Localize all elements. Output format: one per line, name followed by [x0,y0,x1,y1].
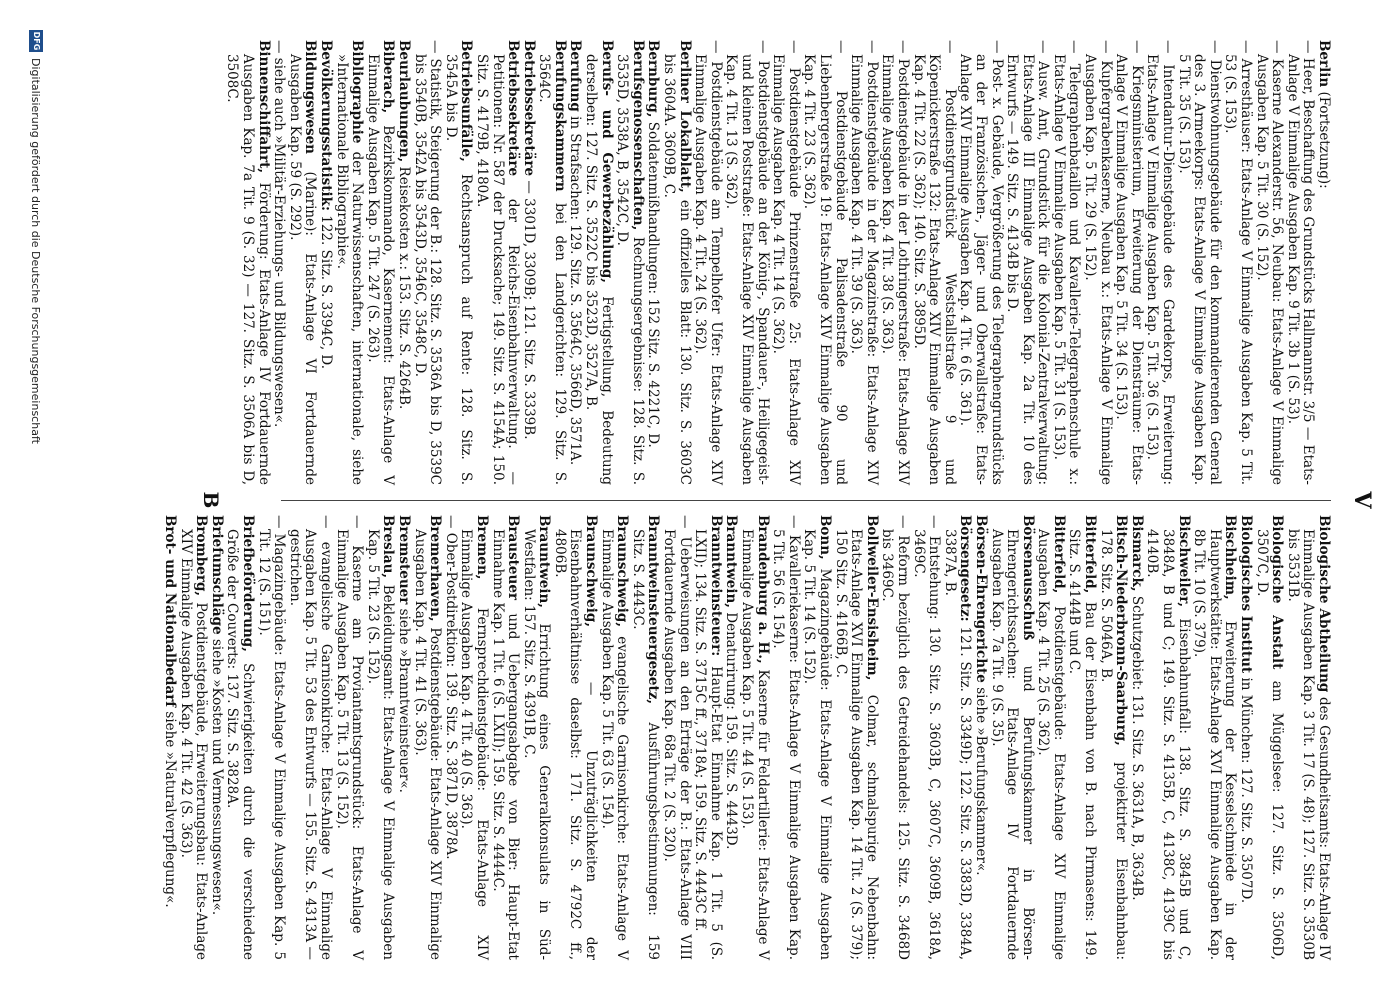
index-entry-heading: Bremsteuer [395,515,412,605]
index-entry-text: Rechnungsergebnisse: 128. Sitz. S. 3535D, 3538A, B, 3542C, D. [614,54,646,485]
index-entry-text: Colmar, schmalspurige Nebenbahn: Etats-Anlage XVI Einmalige Ausgaben Kap. 14 Tit. 2 (S. 379); 150 Sitz. S. 4166B, C. [832,529,880,960]
index-entry [1066,515,1097,960]
index-entry [957,40,1004,485]
index-entry-text: siehe »Naturalverpflegung«. [162,711,179,908]
index-entry-text: Bau der Eisenbahn von B. nach Pirmasens: 149. Sitz. S. 4144B und C. [1066,529,1099,960]
index-entry-text: ein offizielles Blatt: 130. Sitz. S. 3603C bis 3604A. 3609B, C. [661,54,693,485]
index-entry [723,515,739,960]
index-entry-heading: Branntweinsteuer: [707,515,724,657]
dfg-logo: DFG [29,30,43,52]
index-entry-text: — Postdienstgebäude Prinzenstraße 25: Etats-Anlage XIV Einmalige Ausgaben Kap. 4 Tit. 14 (S. 362). [770,40,802,485]
index-entry-text: — Ueberweisungen an den Erträge der B.: Etats-Anlage VIII Fortdauernde Ausgaben Kap. 68a Tit. 2 (S. 320). [661,515,693,960]
index-entry-text: — Post- x. Gebäude, Vergrößerung des Telegraphengrundstücks an der Französischen-, Jäger- und Oberwallstraße: Etats-Anlage XIV Einmalige Ausgaben Kap. 4 Tit. 6 (S. 361). [957,40,1005,485]
index-entry-heading: Bibliographie [349,40,366,144]
index-entry-heading: Börsengesetz: [957,515,974,622]
index-entry-text: — Postdienstgebäude an der König-, Spandauer-, Heiligegeist- und kleinen Poststraße: Etats-Anlage XIV Einmalige Ausgaben Kap. 4 Tit. 13 (S. 362). [723,40,771,485]
index-entry-heading: Berlin [1316,40,1332,88]
index-entry-text: am Müggelsee: 127. Sitz. S. 3506D, 3507C, D. [1253,529,1286,961]
index-entry [692,40,723,485]
index-entry-heading: Biologische Anstalt [1269,515,1286,670]
column-divider [281,500,1331,501]
index-entry-text: der Reichs-Eisenbahnverwaltung. — Petitionen: Nr. 587 der Drucksache; 149. Sitz. S. 4154A; 150. Sitz. S. 4179B, 4180A. [473,54,522,485]
index-entry-heading: Braunschweig, [614,515,631,628]
index-entry-heading: Bremen, [473,515,490,580]
index-entry-text: und Uebergangsabgabe von Bier: Haupt-Etat Einnahme Kap. 1 Tit. 6 (S. LXII); 159. Sitz. S. 4444C. [489,529,522,960]
right-column [161,515,1331,960]
index-entry-text: projektirter Eisenbahnbau: 178. Sitz. S. 5046A, B. [1097,529,1130,960]
index-entry [1050,40,1081,485]
index-entry-heading: Berufs- und Gewerbezählung, [598,40,615,283]
index-entry [1144,515,1191,960]
index-entry [520,40,536,485]
index-entry [551,515,598,960]
index-entry-heading: Berliner Lokalblatt, [676,40,693,193]
index-entry-text: 121. Sitz. S. 3349D; 122. Sitz. S. 3383D, 3384A, 3387A, B. [941,529,974,960]
index-entry-heading: Biologische Abtheilung [1316,515,1332,693]
index-entry-heading: Branntweinsteuergesetz, [645,515,662,705]
index-entry-heading: Betriebssekretäre [520,40,537,177]
index-entry-text: — Intendantur-Dienstgebäude des Gardekorps, Erweiterung: Etats-Anlage V Einmalige Ausgaben Kap. 5 Tit. 36 (S. 153). [1144,40,1177,485]
index-entry [1175,40,1222,485]
index-entry [583,40,614,485]
index-entry [255,515,286,960]
index-entry-heading: Bitterfeld, [1050,515,1067,594]
index-entry [1004,40,1051,485]
index-entry-text: Bezirkskommando, Kasernement: Etats-Anlage V Einmalige Ausgaben Kap. 5 Tit. 247 (S. 263). [364,54,397,485]
index-entry-text: bei den Landgerichten: 129. Sitz. S. 3564C. [536,54,568,485]
index-entry [770,40,801,485]
index-entry [395,40,411,485]
index-entry [1082,40,1113,485]
index-entry-heading: Breslau, [380,515,397,579]
left-column [224,40,1331,485]
index-entry-text: siehe »Branntweinsteuer«. [395,608,412,793]
index-entry [224,40,271,485]
index-entry-text: — Reform bezüglich des Getreidehandels: 125. Sitz. S. 3468D bis 3469C. [879,515,911,960]
index-entry-text: Postdienstgebäude: Etats-Anlage XIV Einmalige Ausgaben Kap. 4 Tit. 25 (S. 362). [1035,529,1067,960]
index-entry-text: Postdienstgebäude, Erweiterungsbau: Etats-Anlage XIV Einmalige Ausgaben Kap. 4 Tit. 42 (S. 363). [177,529,210,960]
index-entry [473,40,520,485]
index-entry-text: — Telegraphenbataillon und Kavallerie-Telegraphenschule x.: Etats-Anlage V Einmalige Ausgaben Kap. 5 Tit. 31 (S. 153). [1050,40,1083,485]
index-entry [1253,40,1284,485]
index-entry-text: Ausführungsbestimmungen: 159 Sitz. S. 4443C. [629,529,662,960]
index-entry-heading: Briefumschläge [208,515,225,635]
index-entry-text: Kaserne für Feldartillerie: Etats-Anlage V Einmalige Ausgaben Kap. 5 Tit. 44 (S. 153). [739,529,771,960]
index-entry [801,515,832,960]
index-entry-text: Schutzgebiet: 131. Sitz. S. 3631A, B, 3634B. [1128,595,1145,901]
index-entry [1284,40,1315,485]
index-entry-text: — evangelische Garnisonkirche: Etats-Anlage V Einmalige Ausgaben Kap. 5 Tit. 53 des Entwurfs — 155. Sitz. S. 4313A — gestrichen. [286,515,334,960]
index-entry [645,40,661,485]
index-entry-heading: Berufsgenossenschaften, [629,40,646,231]
index-entry [1253,515,1284,960]
index-entry [738,515,769,960]
index-entry-heading: Betriebssekretäre [505,40,522,177]
index-entry [395,515,411,960]
index-entry [161,515,177,960]
index-entry [770,515,801,960]
index-entry-text: — Kupfergrabenkaserne, Neubau x.: Etats-Anlage V Einmalige Ausgaben Kap. 5 Tit. 29 (S. 152). [1082,40,1114,485]
index-entry-heading: Bismarck, [1128,515,1145,592]
index-entry [848,40,879,485]
index-entry [1113,40,1144,485]
index-entry-text: — Postdienstgebäude am Tempelhofer Ufer: Etats-Anlage XIV Einmalige Ausgaben Kap. 4 Tit. 24 (S. 362). [692,40,724,485]
index-entry [1128,515,1144,960]
index-entry [1315,40,1331,485]
index-entry-text: 122. Sitz. S. 3394C, D. [318,215,334,370]
index-entry-heading: Bromberg, [193,515,210,597]
index-entry-text: evangelische Garnisonkirche: Etats-Anlage V Einmalige Ausgaben Kap. 5 Tit. 63 (S. 154). [598,529,631,960]
index-entry-text: Errichtung eines Generalkonsulats in Süd-Westfalen: 157. Sitz. S. 4391B, C. [520,529,553,961]
index-entry [910,515,941,960]
index-entry [614,40,645,485]
index-entry [692,515,723,960]
index-entry [489,515,520,960]
index-entry-text: in München: 127. Sitz. S. 3507D. [1238,677,1255,904]
index-entry-text: — Dienstwohnungsgebäude für den kommandierenden General des 3. Armeekorps: Etats-Anlage V Einmalige Ausgaben Kap. 5 Tit. 35 (S. 153). [1175,40,1223,485]
index-entry-heading: Brausteuer [505,515,522,601]
index-entry-text: — Entstehung: 130. Sitz. S. 3603B, C, 3607C, 3609B, 3618A, 3469C. [910,515,943,960]
index-entry-heading: Biologisches Institut [1238,515,1255,674]
index-entry [458,515,489,960]
index-entry-text: und Berufungskammer in Börsen-Ehrengerichtssachen: Etats-Anlage IV Fortdauernde Ausgaben Kap. 7a Tit. 9 (S. 35). [988,529,1036,960]
index-entry [364,40,395,485]
index-entry-text: Haupt-Etat Einnahme Kap. 1 Tit. 5 (S. LXII); 134. Sitz. S. 3715C ff., 3718A; 159. Sitz. S. 4443C ff. [692,529,724,960]
index-entry-heading: Berufungskammern [551,40,568,192]
index-entry-heading: Binnenschiffahrt, [255,40,272,174]
index-entry-text: in Strafsachen: 129. Sitz. S. 3564C, 3566D, 3571A. [567,116,584,466]
index-entry [879,515,910,960]
index-entry-text: (Fortsetzung): [1316,91,1332,189]
index-entry-heading: Branntwein, [723,515,740,608]
index-entry [333,515,364,960]
index-entry [598,515,629,960]
index-entry-text: des Gesundheitsamts: Etats-Anlage IV Einmalige Ausgaben Kap. 3 Tit. 17 (S. 48); 127. Sitz. S. 3530B bis 3531B. [1284,529,1332,960]
index-entry-text: — Kaserne Alexanderstr. 56, Neubau: Etats-Anlage V Einmalige Ausgaben Kap. 5 Tit. 30 (S. 152). [1253,40,1286,485]
index-entry-heading: Beurlaubungen, [395,40,412,163]
index-entry [1035,515,1066,960]
index-entry [520,515,551,960]
index-entry [832,515,879,960]
index-entry-text: Fertigstellung, Bedeutung derselben: 127. Sitz. S. 3522C bis 3523D, 3527A, B. [583,54,615,485]
index-entry-heading: Bitsch-Niederbronn-Saarburg, [1113,515,1130,746]
index-entry-text: siehe »Kosten und Vermessungswesen«. [208,638,225,916]
digitization-credit [29,30,43,444]
index-entry [411,515,442,960]
index-entry [1237,515,1253,960]
index-entry-heading: Börsen-Ehrengerichte [972,515,989,683]
index-entry-text: Förderung: Etats-Anlage IV Fortdauernde Ausgaben Kap. 7a Tit. 9 (S. 32) — 127. Sitz. S. 3506A bis D, 3508C. [224,54,272,485]
index-entry-text: Reisekosten x.: 153. Sitz. S. 4264B. [395,166,412,410]
index-entry-text: — Kavalleriekaserne: Etats-Anlage V Einmalige Ausgaben Kap. 5 Tit. 56 (S. 154). [770,515,802,960]
index-entry [879,40,910,485]
index-entry-text: — Postdienstgebäude in der Magazinstraße: Etats-Anlage XIV Einmalige Ausgaben Kap. 4 Tit. 39 (S. 363). [848,40,880,485]
index-entry-heading: Berufung [567,40,584,112]
index-entry-text: — Unzuträglichkeiten der Eisenbahnverhältnisse daselbst: 171. Sitz. S. 4792C ff., 4806B. [551,529,600,960]
index-entry-heading: Betriebsunfälle, [458,40,475,162]
index-entry-text: — Magazingebäude: Etats-Anlage V Einmalige Ausgaben Kap. 5 Tit. 12 (S. 151). [255,515,288,960]
index-entry-heading: Brot- und Nationalbedarf [162,515,179,708]
index-entry [801,40,848,485]
index-entry-text: — 3301D, 3309B; 121. Sitz. S. 3339B. [520,180,537,440]
index-entry-heading: Bischweiler, [1175,515,1192,608]
index-entry-text: Rechtsanspruch auf Rente: 128. Sitz. S. 3545A bis D. [442,54,475,485]
index-entry-text: — Postdienstgebäude in der Lothringerstraße: Etats-Anlage XIV Einmalige Ausgaben Kap. 4 Tit. 38 (S. 363). [879,40,911,485]
index-entry [1284,515,1331,960]
index-entry-text: — Postdienstgebäude Palisadenstraße 90 und Liebenbergerstraße 19: Etats-Anlage XIV Einmalige Ausgaben Kap. 4 Tit. 23 (S. 362). [801,40,849,485]
index-entry-text: Eisenbahnunfall: 138. Sitz. S. 3845B und C, 3848A, B und C; 149. Sitz. S. 4135B, C, 4138C, 4139C bis 4140B. [1144,529,1192,960]
index-entry [941,515,972,960]
index-entry [1222,40,1253,485]
index-entry-text: (Marine): Etats-Anlage VI Fortdauernde Ausgaben Kap. 59 (S. 292). [286,54,319,485]
index-entry [1097,515,1128,960]
index-entry-text: Magazingebäude: Etats-Anlage V Einmalige Ausgaben Kap. 5 Tit. 14 (S. 152). [801,529,833,960]
index-entry-text: — Heer, Beschaffung des Grundstücks Hallmannstr. 3/5 — Etats-Anlage V Einmalige Ausgaben Kap. 9 Tit. 3b 1 (S. 53). [1284,40,1317,485]
index-entry-heading: Bernburg, [645,40,662,118]
credit-text: Digitalisierung gefördert durch die Deutsche Forschungsgemeinschaft [29,58,43,444]
index-entry-heading: Bildungswesen [302,40,319,154]
index-entry-text: Fernsprechdienstgebäude: Etats-Anlage XIV Einmalige Ausgaben Kap. 4 Tit. 40 (S. 363). [458,529,490,960]
index-entry-heading: Briefbeförderung, [240,515,257,652]
index-entry [1191,515,1238,960]
index-entry-text: — Ober-Postdirektion: 139. Sitz. S. 3871D, 3878A. [442,515,459,860]
index-entry-text: Denaturirung: 159. Sitz. S. 4443D. [723,612,740,850]
index-entry-heading: Bollweiler-Ensisheim, [863,515,880,681]
index-entry-text: — Arresthäuser: Etats-Anlage V Einmalige Ausgaben Kap. 5 Tit. 53 (S. 153). [1222,40,1255,485]
index-entry [972,515,988,960]
index-entry-text: Bekleidungsamt: Etats-Anlage V Einmalige Ausgaben Kap. 5 Tit. 23 (S. 152). [364,529,397,960]
index-entry-heading: Bevölkerungsstatistik: [318,40,334,211]
index-entry [1144,40,1175,485]
index-entry [723,40,770,485]
index-entry [317,40,333,485]
index-entry [536,40,567,485]
index-entry-heading: Bonn, [817,515,833,560]
index-entry [442,40,473,485]
index-entry [271,40,287,485]
index-entry [411,40,442,485]
index-entry-heading: Braunschweig, [583,515,600,628]
index-entry-text: — Ausw. Amt, Grundstück für die Kolonial-Zentralverwaltung: Etats-Anlage III Einmalige Ausgaben Kap. 2a Tit. 10 des Entwurfs — 149. Sitz. S. 4134B bis D. [1004,40,1052,485]
index-entry-heading: Börsenausschuß [1019,515,1036,641]
index-entry-text: — siehe auch »Militär-Erziehungs- und Bildungswesen«. [271,40,288,428]
index-entry [910,40,957,485]
index-entry-heading: Biberach, [380,40,397,114]
index-entry [286,40,317,485]
index-entry-text: Schwierigkeiten durch die verschiedene Größe der Couverts: 137. Sitz. S. 3828A. [224,529,257,960]
index-entry [333,40,364,485]
index-entry [442,515,458,960]
index-entry-heading: Bitterfeld, [1082,515,1099,594]
index-entry-text: siehe »Berufungskammer«. [972,687,989,876]
index-entry [629,515,660,960]
index-entry-heading: Brandenburg a. H., [754,515,771,664]
index-entry-heading: Bremerhaven, [427,515,444,622]
index-entry-text: Erweiterung der Kesselschmiede in der Hauptwerkstätte: Etats-Anlage XVI Einmalige Ausgaben Kap. 8b Tit. 10 (S. 379). [1191,529,1239,960]
index-entry [988,515,1035,960]
index-entry-text: — Postdienstgrundstück Weststallstraße 9 und Köpenickerstraße 132: Etats-Anlage XIV Einmalige Ausgaben Kap. 4 Tit. 22 (S. 362); 140. Sitz. S. 3895D. [910,40,958,485]
index-entry [567,40,583,485]
index-entry [364,515,395,960]
index-entry-text: — Kriegsministerium, Erweiterung der Diensträume: Etats-Anlage V Einmalige Ausgaben Kap. 5 Tit. 34 (S. 153). [1113,40,1145,485]
index-entry-heading: Bischheim, [1222,515,1239,600]
index-entry-text: — Statistik, Steigerung der B.: 128. Sitz. S. 3536A bis D, 3539C bis 3540B, 3542A bis 3543D, 3546C, 3548C, D. [411,40,444,485]
index-entry [224,515,255,960]
index-entry [660,515,691,960]
index-entry-text: Postdienstgebäude: Etats-Anlage XIV Einmalige Ausgaben Kap. 4 Tit. 41 (S. 363). [411,529,444,960]
index-entry [660,40,691,485]
page-letter: V [1349,491,1375,509]
index-entry-text: Soldatenmißhandlungen: 152 Sitz. S. 4221C, D. [645,121,662,448]
index-entry [286,515,333,960]
index-entry-heading: Brauntwein, [536,515,553,608]
index-entry-text: — Kaserne am Proviantamtsgrundstück: Etats-Anlage V Einmalige Ausgaben Kap. 5 Tit. 13 (S. 152). [333,515,366,960]
footer-letter: B [199,491,223,509]
index-entry-text: der Naturwissenschaften, internationale, siehe »Internationale Bibliographie«. [333,54,366,485]
